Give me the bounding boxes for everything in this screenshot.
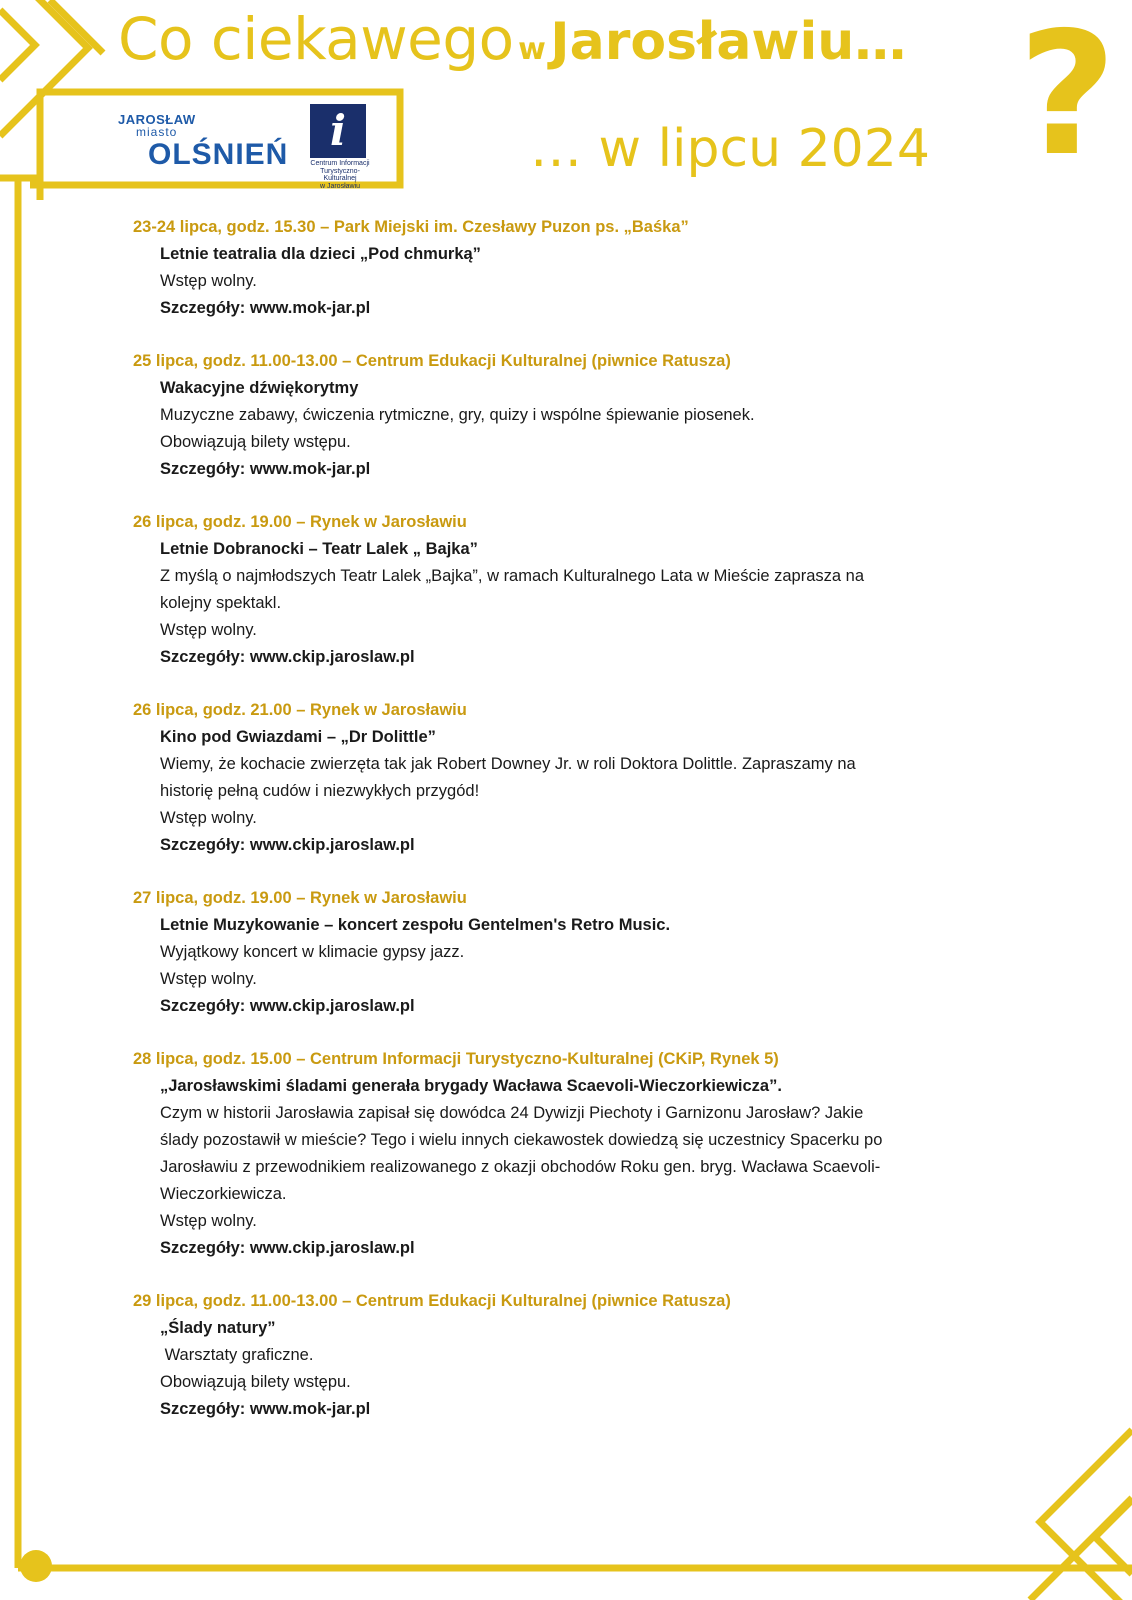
event-text-line: Warsztaty graficzne.: [160, 1346, 314, 1364]
event-title: Wakacyjne dźwiękorytmy: [160, 379, 359, 397]
event-text-line: Wstęp wolny.: [160, 272, 257, 290]
city-logo: [118, 110, 289, 178]
event-text-line: Wieczorkiewicza.: [160, 1185, 287, 1203]
page-title: [118, 5, 907, 73]
info-icon: i: [310, 104, 366, 158]
event-details-link[interactable]: Szczegóły: www.ckip.jaroslaw.pl: [160, 1239, 415, 1257]
event-details-link[interactable]: Szczegóły: www.ckip.jaroslaw.pl: [160, 648, 415, 666]
event-text-line: Z myślą o najmłodszych Teatr Lalek „Bajka”, w ramach Kulturalnego Lata w Mieście zaprasza na: [160, 567, 865, 585]
event-heading: 26 lipca, godz. 21.00 – Rynek w Jarosławiu: [133, 701, 467, 719]
event-details-link[interactable]: Szczegóły: www.ckip.jaroslaw.pl: [160, 997, 415, 1015]
event-body: [160, 241, 993, 322]
event-title: Letnie teatralia dla dzieci „Pod chmurką”: [160, 245, 481, 263]
event-item: [133, 1046, 993, 1262]
event-text-line: Wstęp wolny.: [160, 970, 257, 988]
event-body: [160, 536, 993, 671]
city-logo-line-1: JAROSŁAW: [118, 112, 196, 127]
event-item: [133, 885, 993, 1020]
info-logo-caption: [306, 160, 374, 191]
event-body: [160, 1073, 993, 1262]
event-heading: 26 lipca, godz. 19.00 – Rynek w Jarosławiu: [133, 513, 467, 531]
info-centre-logo: [306, 104, 376, 191]
event-title: Letnie Muzykowanie – koncert zespołu Gentelmen's Retro Music.: [160, 916, 671, 934]
event-title: „Ślady natury”: [160, 1319, 276, 1337]
info-logo-caption-line-3: w Jarosławiu: [319, 183, 361, 191]
event-text-line: Wyjątkowy koncert w klimacie gypsy jazz.: [160, 943, 465, 961]
event-item: [133, 348, 993, 483]
event-heading: 28 lipca, godz. 15.00 – Centrum Informacji Turystyczno-Kulturalnej (CKiP, Rynek 5): [133, 1050, 779, 1068]
event-details-link[interactable]: Szczegóły: www.mok-jar.pl: [160, 460, 371, 478]
event-text-line: Obowiązują bilety wstępu.: [160, 1373, 351, 1391]
event-text-line: Muzyczne zabawy, ćwiczenia rytmiczne, gry, quizy i wspólne śpiewanie piosenek.: [160, 406, 755, 424]
event-text-line: Wstęp wolny.: [160, 809, 257, 827]
title-part-1: Co ciekawego: [118, 5, 514, 73]
event-title: Kino pod Gwiazdami – „Dr Dolittle”: [160, 728, 436, 746]
event-body: [160, 1315, 993, 1423]
title-part-3: Jarosławiu…: [550, 12, 907, 72]
event-details-link[interactable]: Szczegóły: www.mok-jar.pl: [160, 1400, 371, 1418]
event-list: [133, 214, 993, 1449]
event-heading: 27 lipca, godz. 19.00 – Rynek w Jarosławiu: [133, 889, 467, 907]
event-text-line: Wstęp wolny.: [160, 621, 257, 639]
event-item: [133, 1288, 993, 1423]
event-text-line: Jarosławiu z przewodnikiem realizowanego z okazji obchodów Roku gen. bryg. Wacława Scaevoli-: [160, 1158, 881, 1176]
event-heading: 25 lipca, godz. 11.00-13.00 – Centrum Edukacji Kulturalnej (piwnice Ratusza): [133, 352, 731, 370]
info-logo-caption-line-2: Turystyczno-Kulturalnej: [320, 167, 360, 183]
event-body: [160, 724, 993, 859]
event-text-line: historię pełną cudów i niezwykłych przygód!: [160, 782, 480, 800]
event-text-line: kolejny spektakl.: [160, 594, 282, 612]
event-text-line: Wstęp wolny.: [160, 1212, 257, 1230]
event-item: [133, 214, 993, 322]
event-item: [133, 697, 993, 859]
event-heading: 23-24 lipca, godz. 15.30 – Park Miejski im. Czesławy Puzon ps. „Baśka”: [133, 218, 689, 236]
event-text-line: Wiemy, że kochacie zwierzęta tak jak Robert Downey Jr. w roli Doktora Dolittle. Zapraszamy na: [160, 755, 856, 773]
event-heading: 29 lipca, godz. 11.00-13.00 – Centrum Edukacji Kulturalnej (piwnice Ratusza): [133, 1292, 731, 1310]
event-body: [160, 375, 993, 483]
page-subtitle: … w lipcu 2024: [530, 119, 930, 179]
event-text-line: Czym w historii Jarosławia zapisał się dowódca 24 Dywizji Piechoty i Garnizonu Jarosław? Jakie: [160, 1104, 864, 1122]
title-part-2: w: [518, 32, 546, 67]
event-text-line: ślady pozostawił w mieście? Tego i wielu innych ciekawostek dowiedzą się uczestnicy Spacerku po: [160, 1131, 883, 1149]
event-details-link[interactable]: Szczegóły: www.mok-jar.pl: [160, 299, 371, 317]
info-logo-caption-line-1: Centrum Informacji: [310, 160, 370, 167]
event-text-line: Obowiązują bilety wstępu.: [160, 433, 351, 451]
event-title: Letnie Dobranocki – Teatr Lalek „ Bajka”: [160, 540, 478, 558]
question-mark-icon: ?: [1018, 0, 1117, 194]
city-logo-line-2: miasto: [136, 125, 178, 139]
event-title: „Jarosławskimi śladami generała brygady Wacława Scaevoli-Wieczorkiewicza”.: [160, 1077, 782, 1095]
city-logo-line-3: OLŚNIEŃ: [148, 138, 289, 171]
event-body: [160, 912, 993, 1020]
event-item: [133, 509, 993, 671]
event-details-link[interactable]: Szczegóły: www.ckip.jaroslaw.pl: [160, 836, 415, 854]
